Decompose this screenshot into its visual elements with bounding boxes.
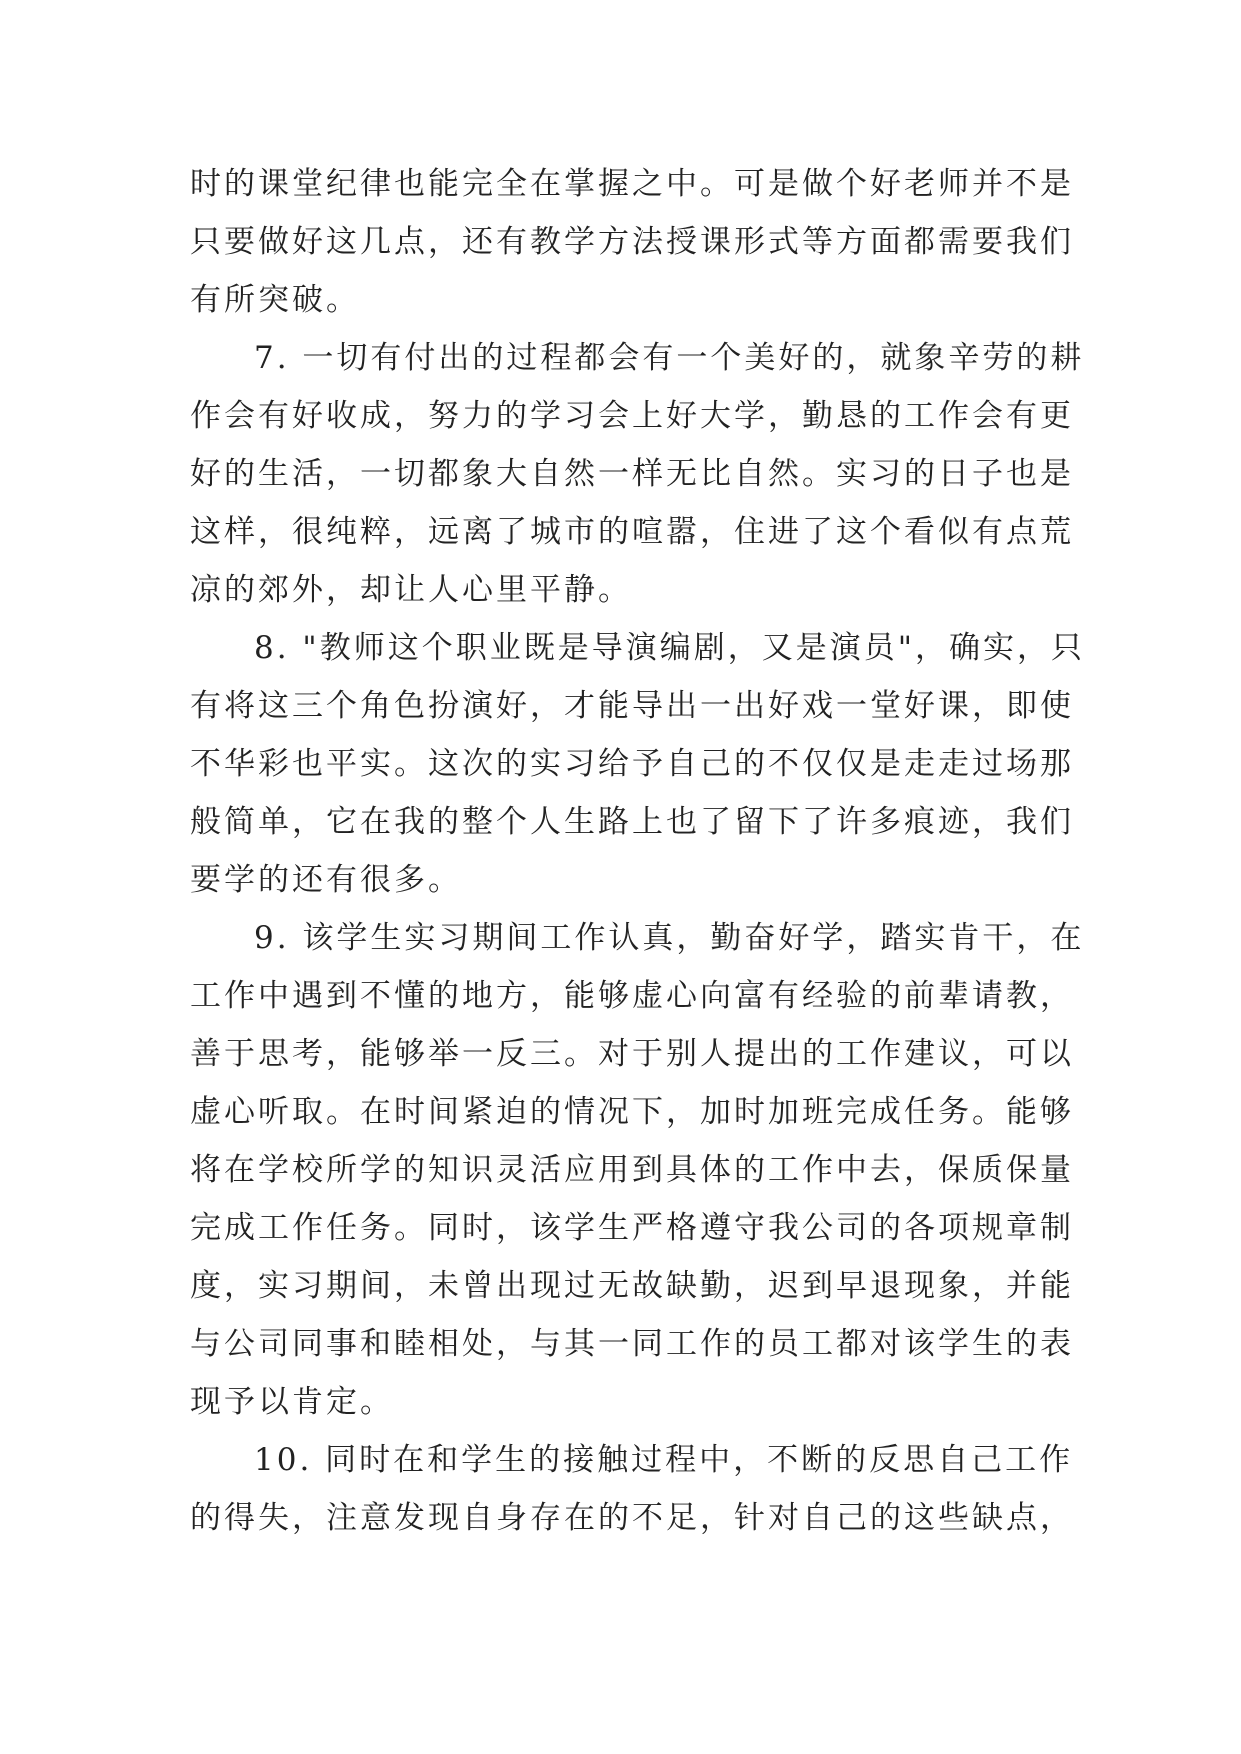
text-line: 好的生活，一切都象大自然一样无比自然。实习的日子也是: [190, 456, 1074, 492]
text-line: 度，实习期间，未曾出现过无故缺勤，迟到早退现象，并能: [190, 1268, 1074, 1304]
text-line: 将在学校所学的知识灵活应用到具体的工作中去，保质保量: [190, 1152, 1074, 1188]
text-line: 时的课堂纪律也能完全在掌握之中。可是做个好老师并不是: [190, 166, 1074, 202]
text-line: 的得失，注意发现自身存在的不足，针对自己的这些缺点，: [190, 1500, 1074, 1536]
text-line: 有所突破。: [190, 282, 360, 318]
text-line: 9. 该学生实习期间工作认真，勤奋好学，踏实肯干，在: [254, 920, 1085, 956]
text-line: 有将这三个角色扮演好，才能导出一出好戏一堂好课，即使: [190, 688, 1074, 724]
text-line: 作会有好收成，努力的学习会上好大学，勤恳的工作会有更: [190, 398, 1074, 434]
text-line: 现予以肯定。: [190, 1384, 394, 1420]
text-line: 10. 同时在和学生的接触过程中，不断的反思自己工作: [254, 1442, 1074, 1478]
text-line: 虚心听取。在时间紧迫的情况下，加时加班完成任务。能够: [190, 1094, 1074, 1130]
text-line: 要学的还有很多。: [190, 862, 462, 898]
text-line: 般简单，它在我的整个人生路上也了留下了许多痕迹，我们: [190, 804, 1074, 840]
text-line: 善于思考，能够举一反三。对于别人提出的工作建议，可以: [190, 1036, 1074, 1072]
text-line: 完成工作任务。同时，该学生严格遵守我公司的各项规章制: [190, 1210, 1074, 1246]
text-line: 8. "教师这个职业既是导演编剧，又是演员"，确实，只: [254, 630, 1085, 666]
text-line: 不华彩也平实。这次的实习给予自己的不仅仅是走走过场那: [190, 746, 1074, 782]
text-line: 7. 一切有付出的过程都会有一个美好的，就象辛劳的耕: [254, 340, 1085, 376]
text-line: 这样，很纯粹，远离了城市的喧嚣，住进了这个看似有点荒: [190, 514, 1074, 550]
text-line: 只要做好这几点，还有教学方法授课形式等方面都需要我们: [190, 224, 1074, 260]
text-line: 工作中遇到不懂的地方，能够虚心向富有经验的前辈请教，: [190, 978, 1074, 1014]
text-line: 与公司同事和睦相处，与其一同工作的员工都对该学生的表: [190, 1326, 1074, 1362]
document-body: [190, 155, 1085, 1547]
text-line: 凉的郊外，却让人心里平静。: [190, 572, 632, 608]
